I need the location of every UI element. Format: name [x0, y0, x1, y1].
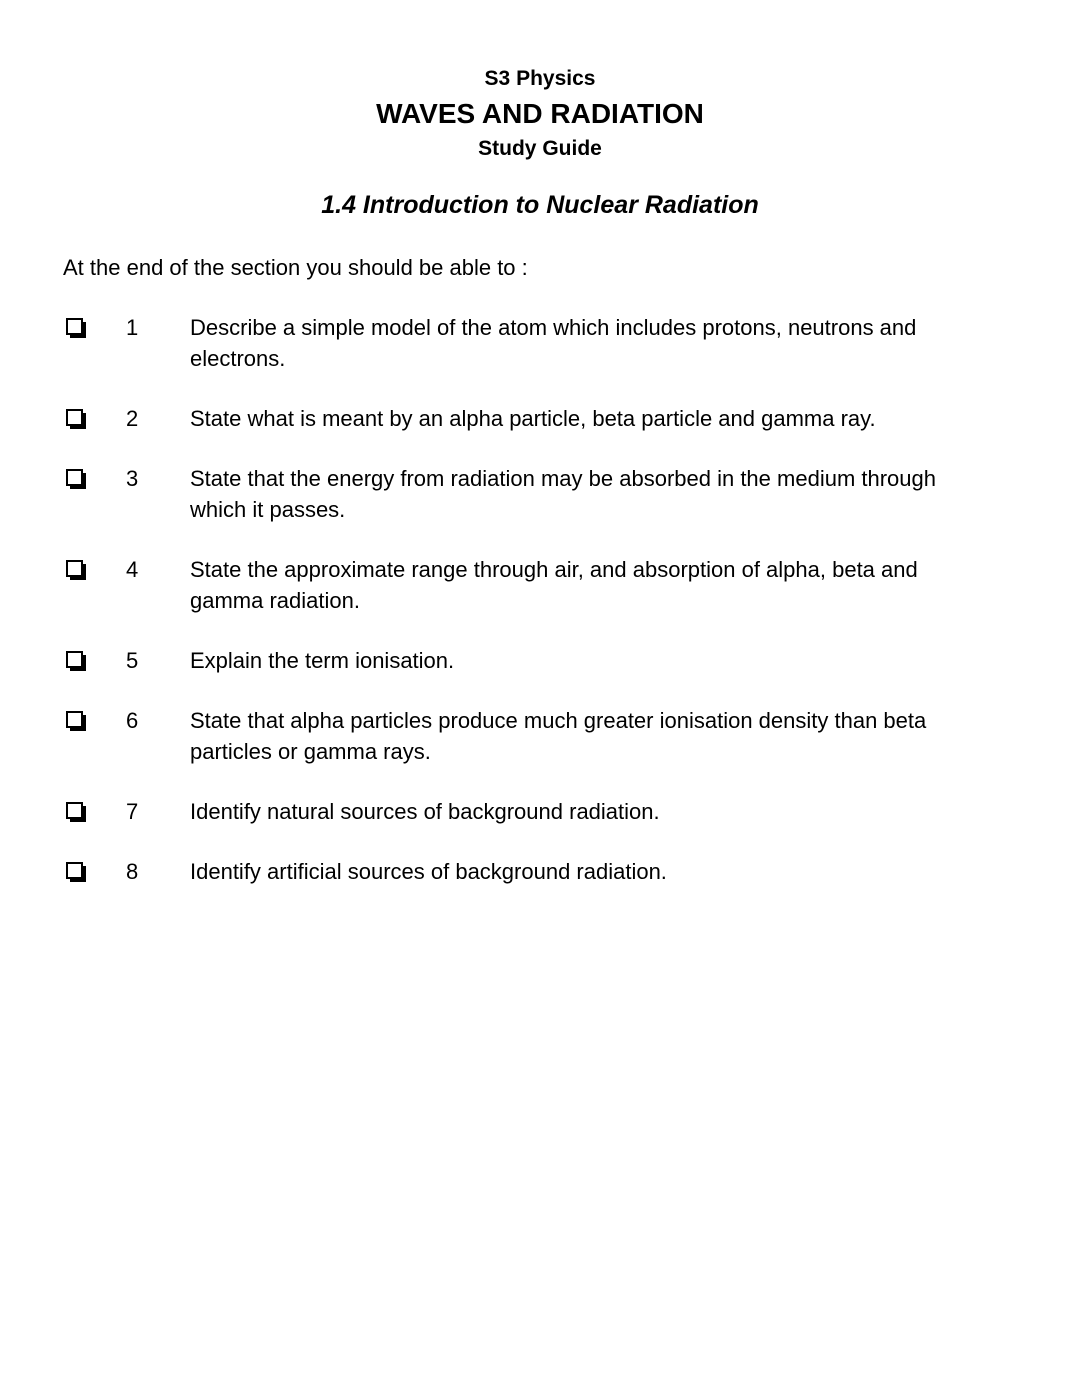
objective-checkbox[interactable]: [66, 802, 83, 819]
objective-item: [0, 645, 1080, 676]
objective-text: Describe a simple model of the atom which includes protons, neutrons and electrons.: [190, 315, 917, 371]
objective-text: Identify artificial sources of background radiation.: [190, 859, 667, 884]
objective-checkbox[interactable]: [66, 318, 83, 335]
objective-text: State that alpha particles produce much greater ionisation density than beta particles or gamma rays.: [190, 708, 927, 764]
objective-text: Identify natural sources of background radiation.: [190, 799, 660, 824]
objective-number: 7: [126, 799, 139, 824]
objective-number: 8: [126, 859, 139, 884]
objective-text: State what is meant by an alpha particle, beta particle and gamma ray.: [190, 406, 876, 431]
objective-checkbox[interactable]: [66, 409, 83, 426]
objective-text: State that the energy from radiation may be absorbed in the medium through which it passes.: [190, 466, 936, 522]
objective-item: [0, 705, 1080, 767]
objective-text: Explain the term ionisation.: [190, 648, 455, 673]
objective-number: 1: [126, 315, 139, 340]
objective-item: [0, 856, 1080, 887]
guide-subtitle: Study Guide: [478, 137, 602, 160]
objective-checkbox[interactable]: [66, 469, 83, 486]
objective-number: 2: [126, 406, 139, 431]
objective-number: 3: [126, 466, 139, 491]
objective-number: 4: [126, 557, 139, 582]
objective-checkbox[interactable]: [66, 560, 83, 577]
section-intro: At the end of the section you should be able to :: [63, 255, 528, 280]
objective-item: [0, 312, 1080, 374]
objective-number: 5: [126, 648, 139, 673]
unit-title: WAVES AND RADIATION: [376, 98, 704, 129]
objective-checkbox[interactable]: [66, 862, 83, 879]
section-title: 1.4 Introduction to Nuclear Radiation: [321, 191, 759, 219]
document-header: [0, 64, 1080, 164]
objective-item: [0, 554, 1080, 616]
objective-item: [0, 403, 1080, 434]
objectives-list: [0, 312, 1080, 916]
objective-item: [0, 796, 1080, 827]
objective-checkbox[interactable]: [66, 711, 83, 728]
objective-item: [0, 463, 1080, 525]
course-title: S3 Physics: [484, 67, 596, 90]
objective-number: 6: [126, 708, 139, 733]
objective-text: State the approximate range through air, and absorption of alpha, beta and gamma radiation.: [190, 557, 918, 613]
objective-checkbox[interactable]: [66, 651, 83, 668]
